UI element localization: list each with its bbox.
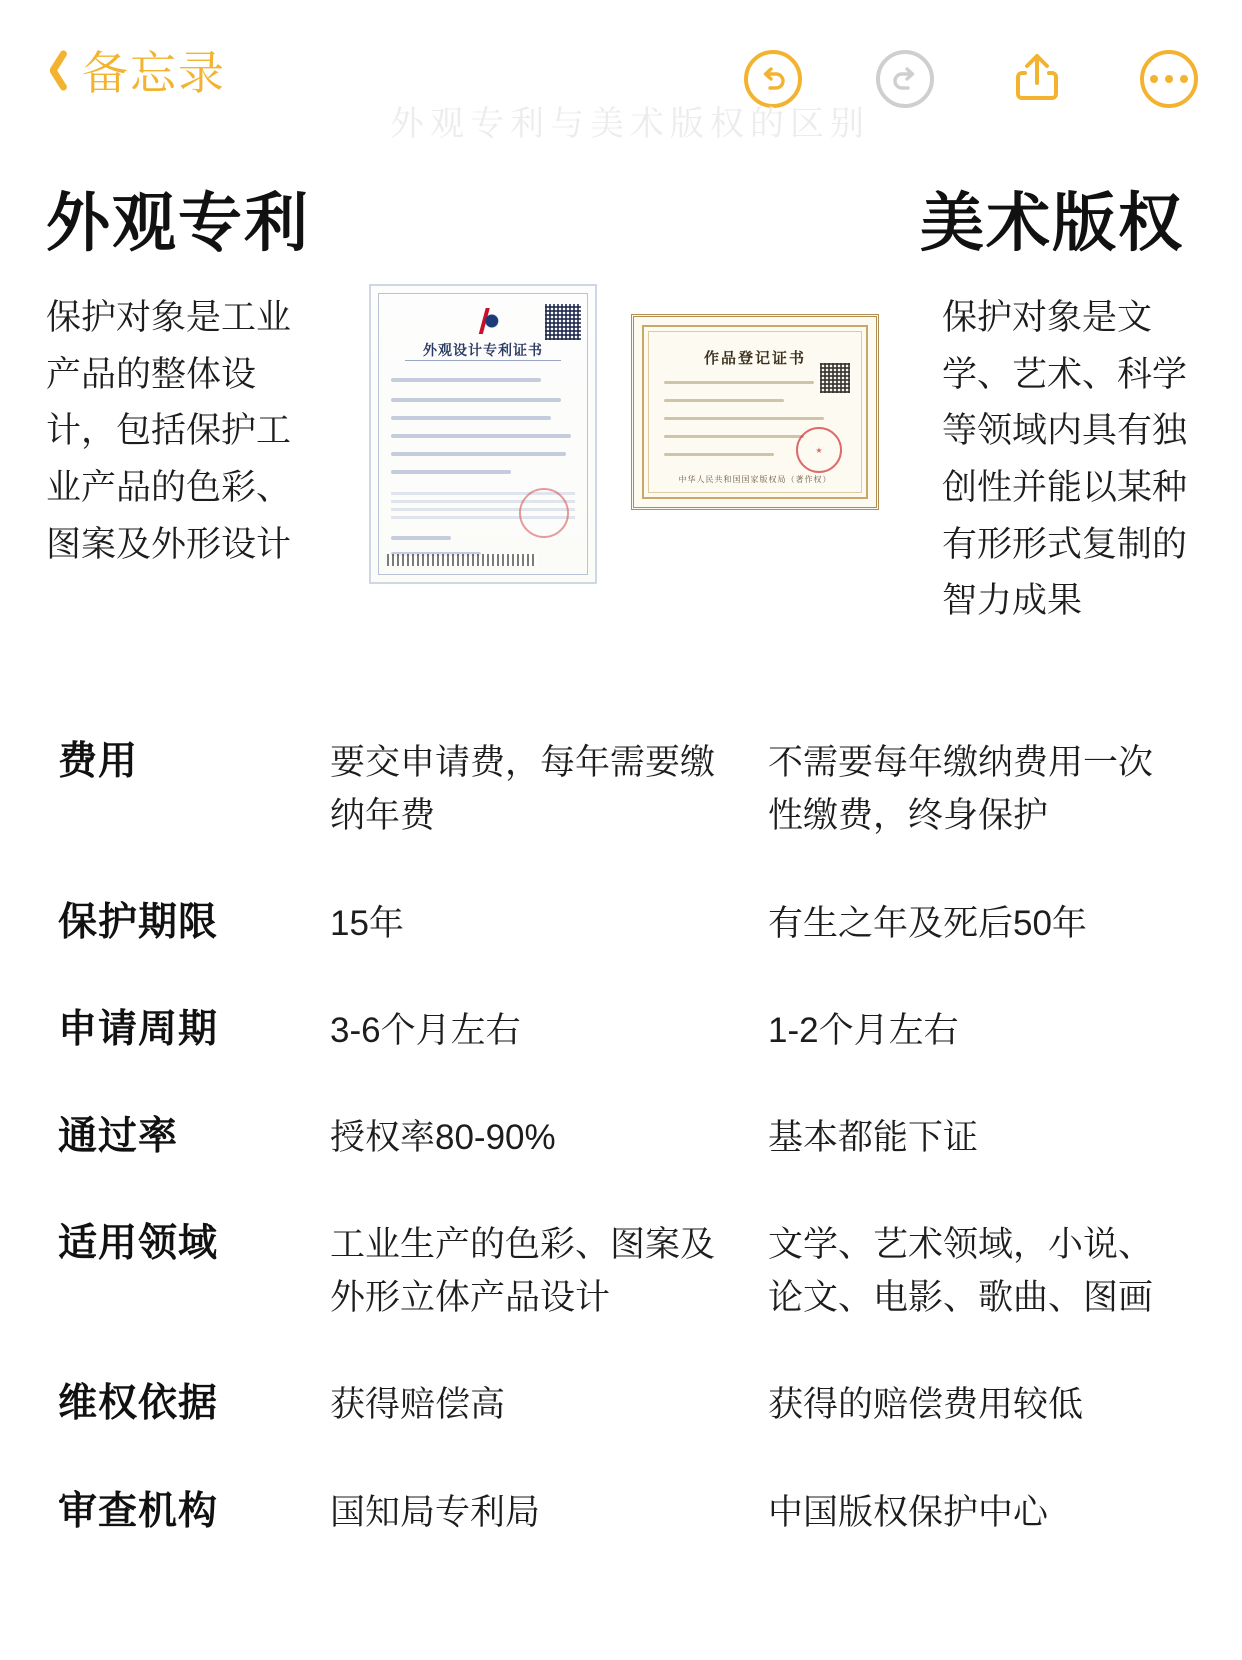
copyright-seal-icon: ★ (796, 427, 842, 473)
row-label: 审查机构 (58, 1489, 219, 1533)
patent-certificate-image (369, 284, 597, 584)
hero-column-patent (46, 172, 621, 630)
row-value-patent: 国知局专利局 (330, 1492, 541, 1532)
redo-icon (888, 62, 922, 96)
row-value-patent: 要交申请费，每年需要缴纳年费 (330, 743, 716, 836)
chevron-left-icon (38, 47, 68, 93)
cert-text-line (391, 536, 451, 540)
table-row (58, 726, 1196, 842)
copyright-certificate-footer: 中华人民共和国国家版权局（著作权） (678, 475, 832, 484)
table-row (58, 1368, 1196, 1431)
qr-code-icon (820, 363, 850, 393)
undo-button[interactable] (744, 50, 802, 108)
copyright-certificate-title: 作品登记证书 (703, 350, 806, 367)
cert-text-line (391, 378, 541, 382)
cert-text-line (664, 453, 774, 456)
cert-text-line (391, 452, 566, 456)
hero-section (0, 140, 1242, 630)
cert-text-line (664, 417, 824, 420)
row-value-copyright: 1-2个月左右 (768, 1010, 959, 1050)
table-row (58, 1101, 1196, 1164)
comparison-table (0, 726, 1242, 1539)
table-row (58, 994, 1196, 1057)
cert-text-line (664, 381, 814, 384)
undo-icon (756, 62, 790, 96)
row-value-patent: 工业生产的色彩、图案及外形立体产品设计 (330, 1225, 716, 1318)
row-value-patent: 获得赔偿高 (330, 1385, 506, 1425)
row-label: 适用领域 (58, 1222, 219, 1266)
row-label: 通过率 (58, 1114, 179, 1158)
hero-description-copyright: 保护对象是文学、艺术、科学等领域内具有独创性并能以某种有形形式复制的智力成果 (942, 298, 1188, 621)
table-row (58, 1476, 1196, 1539)
table-row (58, 887, 1196, 950)
hero-column-copyright (621, 172, 1196, 630)
qr-code-icon (545, 304, 581, 340)
cert-text-line (664, 399, 784, 402)
copyright-certificate-image (631, 314, 879, 510)
row-value-patent: 15年 (330, 903, 404, 943)
barcode-icon (387, 554, 537, 566)
row-value-copyright: 不需要每年缴纳费用一次性缴费，终身保护 (768, 743, 1154, 836)
row-label: 费用 (58, 740, 139, 784)
row-label: 保护期限 (58, 900, 219, 944)
share-button[interactable] (1008, 50, 1066, 108)
row-value-patent: 授权率80-90% (330, 1117, 556, 1157)
cert-text-line (391, 416, 551, 420)
patent-logo-icon (461, 308, 505, 334)
cert-text-line (391, 434, 571, 438)
divider (405, 360, 561, 361)
table-row (58, 1208, 1196, 1324)
cert-text-line (391, 398, 561, 402)
row-label: 申请周期 (58, 1007, 219, 1051)
redo-button[interactable] (876, 50, 934, 108)
row-value-copyright: 文学、艺术领域，小说、论文、电影、歌曲、图画 (768, 1225, 1154, 1318)
patent-certificate-title: 外观设计专利证书 (423, 342, 543, 358)
toolbar-actions (744, 50, 1198, 108)
row-value-copyright: 中国版权保护中心 (768, 1492, 1049, 1532)
row-value-copyright: 获得的赔偿费用较低 (768, 1385, 1084, 1425)
cert-text-line (664, 435, 804, 438)
top-navigation-bar (0, 0, 1242, 140)
cert-text-line (391, 470, 511, 474)
background-watermark-text: 外观专利与美术版权的区别 (390, 105, 870, 143)
page-title-copyright: 美术版权 (920, 186, 1184, 261)
back-button[interactable] (38, 37, 226, 103)
row-label: 维权依据 (58, 1382, 219, 1426)
row-value-patent: 3-6个月左右 (330, 1010, 521, 1050)
official-stamp-icon (519, 488, 569, 538)
share-icon (1014, 51, 1060, 108)
back-button-label: 备忘录 (82, 47, 226, 99)
hero-description-patent: 保护对象是工业产品的整体设计，包括保护工业产品的色彩、图案及外形设计 (46, 298, 292, 564)
page-title-patent: 外观专利 (46, 186, 310, 261)
more-icon (1150, 75, 1188, 83)
row-value-copyright: 有生之年及死后50年 (768, 903, 1087, 943)
more-button[interactable] (1140, 50, 1198, 108)
row-value-copyright: 基本都能下证 (768, 1117, 979, 1157)
